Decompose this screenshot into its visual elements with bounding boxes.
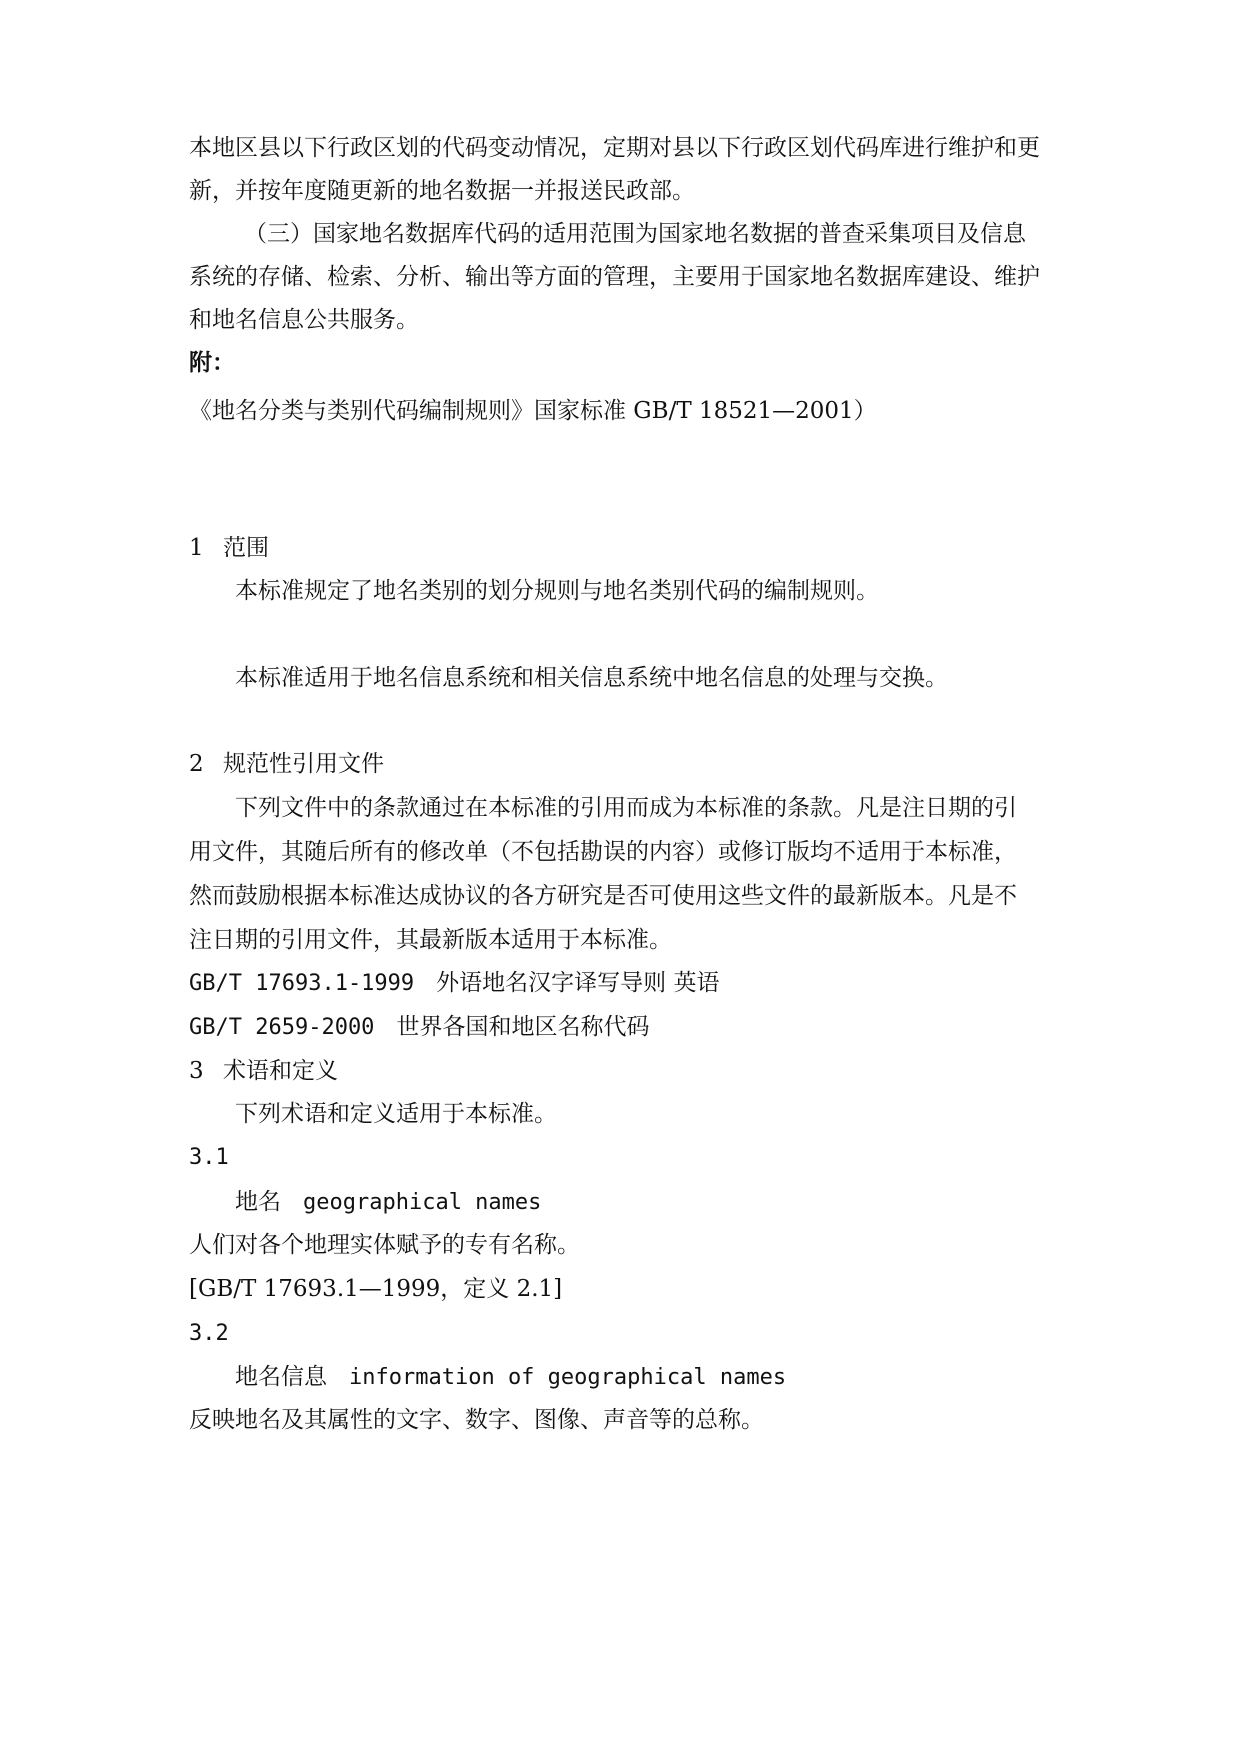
section-2-heading <box>189 750 384 778</box>
continued-paragraph-line-1: 本地区县以下行政区划的代码变动情况，定期对县以下行政区划代码库进行维护和更 <box>189 135 1040 161</box>
term-1-heading <box>235 1188 541 1217</box>
appendix-label: 附： <box>189 349 235 376</box>
term-1-definition: 人们对各个地理实体赋予的专有名称。 <box>189 1232 580 1258</box>
term-2-number: 3.2 <box>189 1321 229 1346</box>
section-2-line-1: 下列文件中的条款通过在本标准的引用而成为本标准的条款。凡是注日期的引 <box>235 795 1017 821</box>
term-1-reference: [GB/T 17693.1—1999，定义 2.1] <box>189 1276 563 1302</box>
section-1-title: 范围 <box>223 535 269 561</box>
section-3-heading <box>189 1057 338 1085</box>
reference-1-code: GB/T 17693.1-1999 <box>189 971 415 996</box>
term-2-chinese: 地名信息 <box>235 1364 327 1390</box>
term-1-number: 3.1 <box>189 1145 229 1170</box>
reference-2-title: 世界各国和地区名称代码 <box>396 1014 650 1040</box>
section-3-intro: 下列术语和定义适用于本标准。 <box>235 1101 557 1127</box>
paragraph-three-line-1: （三）国家地名数据库代码的适用范围为国家地名数据的普查采集项目及信息 <box>244 221 1026 247</box>
paragraph-three-line-3: 和地名信息公共服务。 <box>189 307 419 333</box>
term-1-english: geographical names <box>303 1190 542 1215</box>
term-2-heading <box>235 1363 786 1392</box>
section-2-line-2: 用文件，其随后所有的修改单（不包括勘误的内容）或修订版均不适用于本标准， <box>189 839 1017 865</box>
section-2-line-3: 然而鼓励根据本标准达成协议的各方研究是否可使用这些文件的最新版本。凡是不 <box>189 883 1017 909</box>
appendix-title: 《地名分类与类别代码编制规则》国家标准 GB/T 18521—2001） <box>189 398 877 424</box>
reference-2-code: GB/T 2659-2000 <box>189 1015 375 1040</box>
section-3-title: 术语和定义 <box>223 1058 338 1084</box>
paragraph-three-line-2: 系统的存储、检索、分析、输出等方面的管理，主要用于国家地名数据库建设、维护 <box>189 264 1040 290</box>
section-3-number: 3 <box>189 1058 204 1084</box>
section-2-line-4: 注日期的引用文件，其最新版本适用于本标准。 <box>189 927 672 953</box>
term-2-definition: 反映地名及其属性的文字、数字、图像、声音等的总称。 <box>189 1407 764 1433</box>
reference-1-title: 外语地名汉字译写导则 英语 <box>436 970 720 996</box>
section-2-title: 规范性引用文件 <box>223 751 384 777</box>
term-1-chinese: 地名 <box>235 1189 281 1215</box>
continued-paragraph-line-2: 新，并按年度随更新的地名数据一并报送民政部。 <box>189 178 695 204</box>
reference-1 <box>189 969 719 998</box>
section-1-heading <box>189 534 269 562</box>
section-2-number: 2 <box>189 751 204 777</box>
section-1-number: 1 <box>189 535 204 561</box>
section-1-paragraph-2: 本标准适用于地名信息系统和相关信息系统中地名信息的处理与交换。 <box>235 665 948 691</box>
term-2-english: information of geographical names <box>349 1365 787 1390</box>
section-1-paragraph-1: 本标准规定了地名类别的划分规则与地名类别代码的编制规则。 <box>235 578 879 604</box>
reference-2 <box>189 1013 649 1042</box>
